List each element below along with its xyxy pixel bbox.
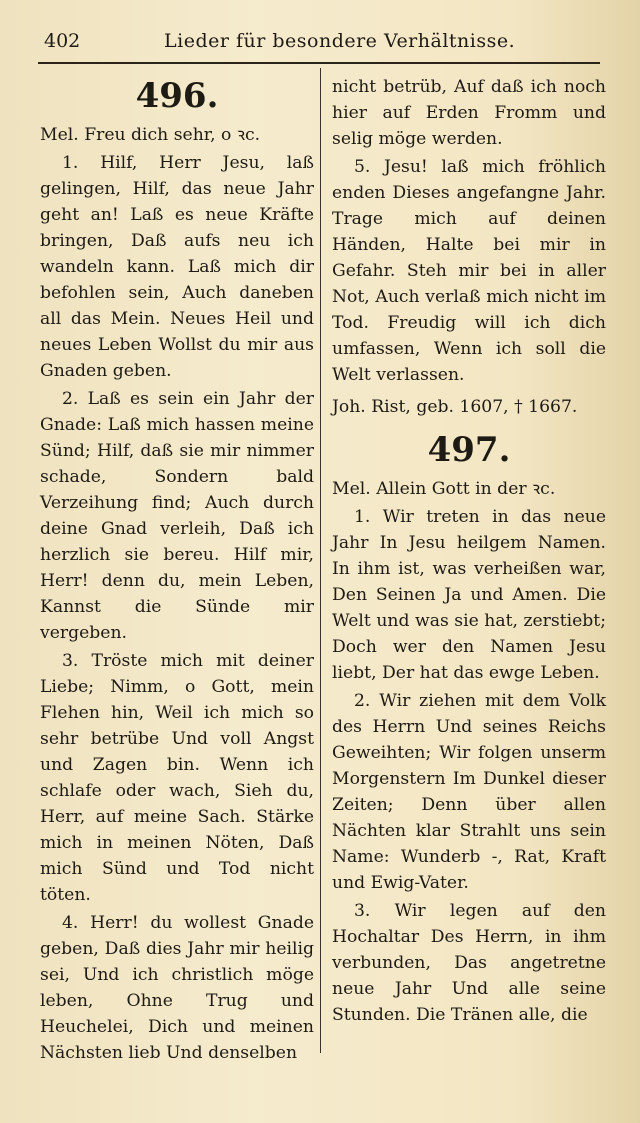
running-title: Lieder für besondere Verhältnisse. bbox=[164, 30, 516, 52]
verse: 1. Hilf, Herr Jesu, laß gelingen, Hilf, das neue Jahr geht an! Laß es neue Kräfte bringen, Daß aufs neu ich wandeln kann. Laß mich dir befohlen sein, Auch daneben all das Mein. Neues Heil und neues Leben Wollst du mir aus Gnaden geben. bbox=[40, 153, 314, 381]
verse: 2. Wir ziehen mit dem Volk des Herrn Und seines Reichs Geweihten; Wir folgen unserm Morgenstern Im Dunkel dieser Zeiten; Denn über allen Nächten klar Strahlt uns sein Name: Wunderb -, Rat, Kraft und Ewig-Vater. bbox=[332, 691, 606, 893]
melody-line: Mel. Freu dich sehr, o ꝛc. bbox=[40, 125, 261, 145]
page-number: 402 bbox=[44, 30, 81, 52]
verse: 4. Herr! du wollest Gnade geben, Daß dies Jahr mir heilig sei, Und ich christlich möge leben, Ohne Trug und Heuchelei, Dich und meinen Nächsten lieb Und denselben bbox=[40, 913, 314, 1063]
verse: 2. Laß es sein ein Jahr der Gnade: Laß mich hassen meine Sünd; Hilf, daß sie mir nimmer schade, Sondern bald Verzeihung find; Auch durch deine Gnad verleih, Daß ich herzlich sie bereu. Hilf mir, Herr! denn du, mein Leben, Kannst die Sünde mir vergeben. bbox=[40, 389, 314, 643]
right-column bbox=[332, 74, 606, 1030]
hymn-number-496: 496. bbox=[135, 76, 219, 116]
header-rule bbox=[38, 62, 600, 64]
verse: 3. Wir legen auf den Hochaltar Des Herrn, in ihm verbunden, Das angetretne neue Jahr Und alle seine Stunden. Die Tränen alle, die bbox=[332, 901, 606, 1025]
verse: 5. Jesu! laß mich fröhlich enden Dieses angefangne Jahr. Trage mich auf deinen Händen, Halte bei mir in Gefahr. Steh mir bei in aller Not, Auch verlaß mich nicht im Tod. Freudig will ich dich umfassen, Wenn ich soll die Welt verlassen. bbox=[332, 157, 606, 385]
verse: 3. Tröste mich mit deiner Liebe; Nimm, o Gott, mein Flehen hin, Weil ich mich so sehr betrübe Und voll Angst und Zagen bin. Wenn ich schlafe oder wach, Sieh du, Herr, auf meine Sach. Stärke mich in meinen Nöten, Daß mich Sünd und Tod nicht töten. bbox=[40, 651, 314, 905]
left-column bbox=[40, 74, 314, 1068]
verse-continuation: nicht betrüb, Auf daß ich noch hier auf Erden Fromm und selig möge werden. bbox=[332, 77, 606, 149]
author-credit: Joh. Rist, geb. 1607, † 1667. bbox=[332, 397, 578, 417]
melody-line: Mel. Allein Gott in der ꝛc. bbox=[332, 479, 556, 499]
page-header bbox=[44, 28, 604, 58]
verse: 1. Wir treten in das neue Jahr In Jesu heilgem Namen. In ihm ist, was verheißen war, Den Seinen Ja und Amen. Die Welt und was sie hat, zerstiebt; Doch wer den Namen Jesu liebt, Der hat das ewge Leben. bbox=[332, 507, 606, 683]
hymn-number-497: 497. bbox=[427, 430, 511, 470]
column-divider bbox=[320, 68, 321, 1053]
